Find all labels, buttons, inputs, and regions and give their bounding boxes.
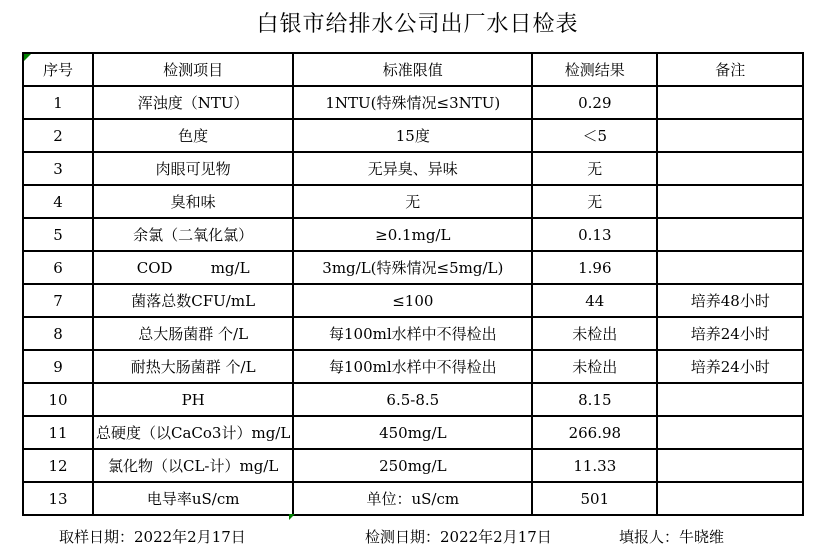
test-item: 色度	[93, 119, 293, 152]
table-row	[23, 86, 803, 119]
test-result: 无	[532, 152, 657, 185]
remark: 培养24小时	[657, 350, 803, 383]
cell-corner-marker-icon	[24, 54, 31, 61]
cell-corner-marker-icon	[289, 514, 295, 520]
standard-limit: 1NTU(特殊情况≤3NTU)	[293, 86, 532, 119]
standard-limit: ≤100	[293, 284, 532, 317]
row-number: 3	[23, 152, 93, 185]
standard-limit: 6.5-8.5	[293, 383, 532, 416]
table-row	[23, 185, 803, 218]
test-result: 44	[532, 284, 657, 317]
remark	[657, 416, 803, 449]
col-header-index: 序号	[23, 53, 93, 86]
standard-limit: 无	[293, 185, 532, 218]
col-header-limit: 标准限值	[293, 53, 532, 86]
row-number: 5	[23, 218, 93, 251]
test-result: 266.98	[532, 416, 657, 449]
table-row	[23, 416, 803, 449]
remark	[657, 449, 803, 482]
test-date: 检测日期：2022年2月17日	[365, 528, 552, 546]
row-number: 11	[23, 416, 93, 449]
table-row	[23, 152, 803, 185]
col-header-remark: 备注	[657, 53, 803, 86]
row-number: 10	[23, 383, 93, 416]
row-number: 8	[23, 317, 93, 350]
test-item: 总硬度（以CaCo3计）mg/L	[93, 416, 293, 449]
standard-limit: 3mg/L(特殊情况≤5mg/L)	[293, 251, 532, 284]
test-item: 余氯（二氧化氯）	[93, 218, 293, 251]
test-result: 501	[532, 482, 657, 515]
test-result: 0.29	[532, 86, 657, 119]
remark: 培养48小时	[657, 284, 803, 317]
table-row	[23, 284, 803, 317]
remark	[657, 482, 803, 515]
row-number: 6	[23, 251, 93, 284]
row-number: 1	[23, 86, 93, 119]
remark	[657, 218, 803, 251]
test-item: 总大肠菌群 个/L	[93, 317, 293, 350]
test-result: 无	[532, 185, 657, 218]
table-row	[23, 119, 803, 152]
table-row	[23, 350, 803, 383]
remark	[657, 383, 803, 416]
header-row	[23, 53, 803, 86]
row-number: 4	[23, 185, 93, 218]
table-row	[23, 317, 803, 350]
remark: 培养24小时	[657, 317, 803, 350]
standard-limit: 每100ml水样中不得检出	[293, 350, 532, 383]
remark	[657, 86, 803, 119]
row-number: 9	[23, 350, 93, 383]
test-item: 臭和味	[93, 185, 293, 218]
test-item: 电导率uS/cm	[93, 482, 293, 515]
row-number: 2	[23, 119, 93, 152]
standard-limit: 250mg/L	[293, 449, 532, 482]
standard-limit: 无异臭、异味	[293, 152, 532, 185]
test-item: 菌落总数CFU/mL	[93, 284, 293, 317]
table-row	[23, 251, 803, 284]
remark	[657, 185, 803, 218]
test-item: COD mg/L	[93, 251, 293, 284]
reporter-name: 填报人：牛晓维	[619, 528, 725, 546]
table-row	[23, 449, 803, 482]
inspection-table	[22, 52, 804, 516]
standard-limit: 每100ml水样中不得检出	[293, 317, 532, 350]
table-row	[23, 218, 803, 251]
test-item: PH	[93, 383, 293, 416]
test-item: 肉眼可见物	[93, 152, 293, 185]
row-number: 7	[23, 284, 93, 317]
row-number: 13	[23, 482, 93, 515]
test-result: ＜5	[532, 119, 657, 152]
standard-limit: ≥0.1mg/L	[293, 218, 532, 251]
footer	[0, 524, 835, 550]
standard-limit: 15度	[293, 119, 532, 152]
col-header-result: 检测结果	[532, 53, 657, 86]
table-row	[23, 383, 803, 416]
remark	[657, 251, 803, 284]
standard-limit: 单位：uS/cm	[293, 482, 532, 515]
remark	[657, 119, 803, 152]
test-result: 11.33	[532, 449, 657, 482]
page-title: 白银市给排水公司出厂水日检表	[256, 12, 579, 37]
row-number: 12	[23, 449, 93, 482]
table-row	[23, 482, 803, 515]
test-item: 浑浊度（NTU）	[93, 86, 293, 119]
test-item: 氯化物（以CL-计）mg/L	[93, 449, 293, 482]
standard-limit: 450mg/L	[293, 416, 532, 449]
test-result: 未检出	[532, 317, 657, 350]
test-result: 未检出	[532, 350, 657, 383]
sampling-date: 取样日期：2022年2月17日	[59, 528, 246, 546]
col-header-item: 检测项目	[93, 53, 293, 86]
test-result: 1.96	[532, 251, 657, 284]
test-result: 0.13	[532, 218, 657, 251]
remark	[657, 152, 803, 185]
test-item: 耐热大肠菌群 个/L	[93, 350, 293, 383]
test-result: 8.15	[532, 383, 657, 416]
table-body	[23, 86, 803, 515]
